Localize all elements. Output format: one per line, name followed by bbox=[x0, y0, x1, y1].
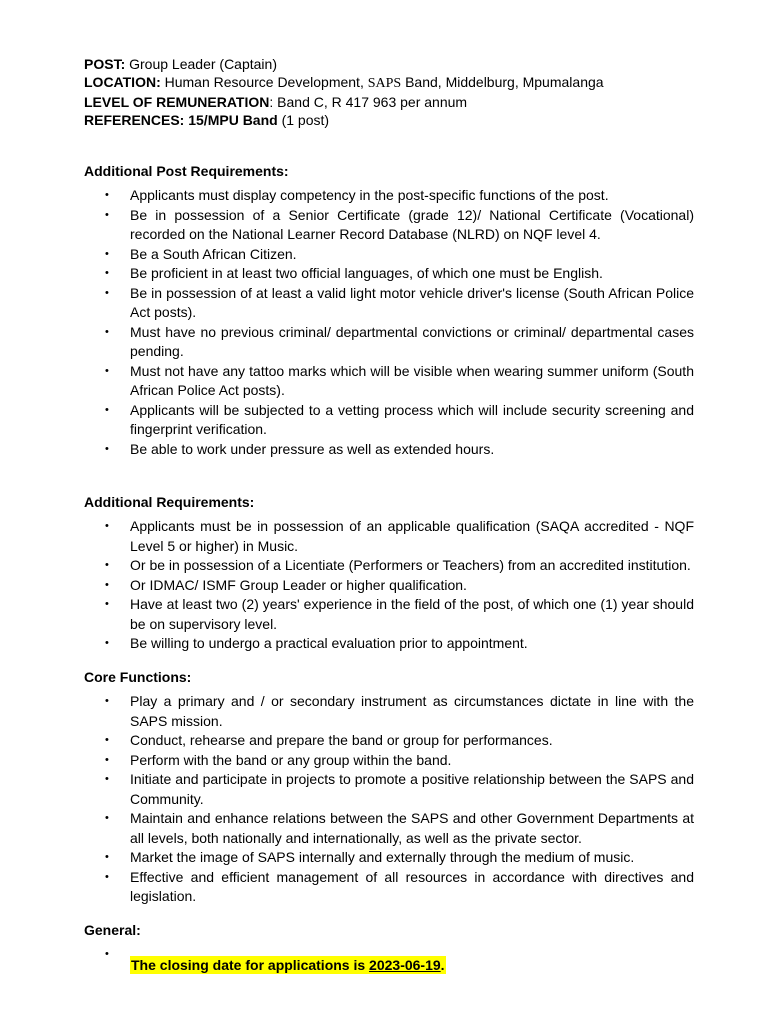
list-item-text: Must not have any tattoo marks which will be visible when wearing summer uniform (South African Police Act posts). bbox=[130, 362, 694, 398]
bullet-icon: • bbox=[105, 948, 109, 960]
bullet-icon: • bbox=[105, 812, 109, 824]
list-item bbox=[84, 634, 694, 654]
list-item bbox=[84, 868, 694, 907]
references-label: REFERENCES: 15/MPU Band bbox=[84, 112, 278, 128]
bullet-icon: • bbox=[105, 637, 109, 649]
list-item bbox=[84, 284, 694, 323]
list-item-text: Or IDMAC/ ISMF Group Leader or higher qualification. bbox=[130, 576, 467, 593]
bullet-icon: • bbox=[105, 403, 109, 416]
list-item-text: Market the image of SAPS internally and externally through the medium of music. bbox=[130, 849, 635, 865]
bullet-icon: • bbox=[105, 870, 109, 883]
additional-post-requirements-section bbox=[84, 162, 694, 459]
bullet-icon: • bbox=[105, 442, 109, 455]
location-value-b: Band, Middelburg, Mpumalanga bbox=[401, 74, 604, 90]
section-heading: Additional Requirements: bbox=[84, 494, 255, 510]
list-item bbox=[84, 401, 694, 440]
section-heading: General: bbox=[84, 922, 141, 938]
remuneration-line bbox=[84, 93, 724, 111]
bullet-icon: • bbox=[105, 578, 109, 591]
list-item bbox=[84, 770, 694, 809]
list-item-text: Be willing to undergo a practical evaluation prior to appointment. bbox=[130, 635, 528, 651]
list-item-text: Must have no previous criminal/ departmental convictions or criminal/ departmental cases pending. bbox=[130, 323, 694, 359]
list-item bbox=[84, 751, 694, 771]
list-item-text: Applicants must be in possession of an applicable qualification (SAQA accredited - NQF Level 5 or higher) in Music. bbox=[130, 518, 694, 554]
list-item-text: Be proficient in at least two official languages, of which one must be English. bbox=[130, 265, 603, 281]
location-value-a: Human Resource Development, bbox=[160, 74, 368, 90]
bullet-icon: • bbox=[105, 695, 109, 707]
post-line bbox=[84, 55, 724, 73]
bullet-icon: • bbox=[105, 598, 109, 610]
post-header bbox=[84, 55, 724, 129]
remuneration-label: LEVEL OF REMUNERATION bbox=[84, 94, 270, 110]
bullet-icon: • bbox=[105, 753, 109, 766]
bullet-icon: • bbox=[105, 773, 109, 785]
list-item bbox=[84, 264, 694, 284]
list-item bbox=[84, 556, 694, 576]
list-item-text: Applicants must display competency in the post-specific functions of the post. bbox=[130, 187, 609, 203]
references-line bbox=[84, 111, 724, 129]
bullet-icon: • bbox=[105, 208, 109, 221]
additional-requirements-section bbox=[84, 493, 694, 654]
location-label: LOCATION: bbox=[84, 74, 161, 90]
list-item bbox=[84, 731, 694, 751]
list-item-text: Have at least two (2) years' experience in the field of the post, of which one (1) year should be on supervisory level. bbox=[130, 596, 694, 632]
bullet-icon: • bbox=[105, 325, 109, 338]
list-item bbox=[84, 245, 694, 265]
post-value: Group Leader (Captain) bbox=[125, 56, 277, 72]
list-item-text: Conduct, rehearse and prepare the band or group for performances. bbox=[130, 732, 553, 748]
list-item-text: Play a primary and / or secondary instrument as circumstances dictate in line with the SAPS mission. bbox=[130, 693, 694, 729]
list-item bbox=[84, 440, 694, 460]
list-item-text: Maintain and enhance relations between the SAPS and other Government Departments at all levels, both nationally and internationally, as well as the private sector. bbox=[130, 810, 694, 846]
list-item bbox=[84, 576, 694, 596]
list-item-text: Be in possession of a Senior Certificate (grade 12)/ National Certificate (Vocational) recorded on the National Learner Record Database (NLRD) on NQF level 4. bbox=[130, 206, 694, 242]
bullet-icon: • bbox=[105, 559, 109, 571]
list-item-text: Applicants will be subjected to a vetting process which will include security screening and fingerprint verification. bbox=[130, 401, 694, 437]
list-item bbox=[84, 362, 694, 401]
requirements-list bbox=[84, 517, 694, 654]
list-item-text: Perform with the band or any group within the band. bbox=[130, 751, 452, 768]
references-value: (1 post) bbox=[277, 112, 330, 128]
core-functions-section bbox=[84, 668, 694, 907]
closing-text: The closing date for applications is bbox=[131, 957, 370, 973]
list-item-text: Be in possession of at least a valid light motor vehicle driver's license (South African Police Act posts). bbox=[130, 284, 694, 320]
list-item bbox=[84, 595, 694, 634]
list-item-text: Effective and efficient management of all resources in accordance with directives and legislation. bbox=[130, 868, 694, 904]
remuneration-value: : Band C, R 417 963 per annum bbox=[269, 94, 468, 110]
list-item bbox=[84, 848, 694, 868]
section-heading: Core Functions: bbox=[84, 669, 192, 685]
list-item-text: Be able to work under pressure as well as extended hours. bbox=[130, 440, 495, 457]
bullet-icon: • bbox=[105, 286, 109, 299]
bullet-icon: • bbox=[105, 851, 109, 863]
section-heading: Additional Post Requirements: bbox=[84, 163, 289, 179]
closing-date: 2023-06-19 bbox=[369, 957, 441, 973]
list-item-text: Be a South African Citizen. bbox=[130, 245, 297, 262]
closing-end: . bbox=[440, 957, 445, 973]
bullet-icon: • bbox=[105, 247, 109, 260]
bullet-icon: • bbox=[105, 520, 109, 532]
post-label: POST: bbox=[84, 56, 126, 72]
list-item-text: Initiate and participate in projects to promote a positive relationship between the SAPS and Community. bbox=[130, 771, 694, 807]
list-item bbox=[84, 517, 694, 556]
list-item bbox=[84, 186, 694, 206]
list-item bbox=[84, 692, 694, 731]
bullet-icon: • bbox=[105, 267, 109, 279]
bullet-icon: • bbox=[105, 189, 109, 201]
closing-date-notice bbox=[130, 956, 446, 974]
functions-list bbox=[84, 692, 694, 907]
bullet-icon: • bbox=[105, 734, 109, 746]
location-value-saps: SAPS bbox=[367, 76, 402, 91]
list-item bbox=[84, 809, 694, 848]
bullet-icon: • bbox=[105, 364, 109, 377]
requirements-list bbox=[84, 186, 694, 459]
list-item-text: Or be in possession of a Licentiate (Performers or Teachers) from an accredited institution. bbox=[130, 557, 691, 573]
location-line bbox=[84, 73, 724, 93]
list-item bbox=[84, 206, 694, 245]
list-item bbox=[84, 323, 694, 362]
